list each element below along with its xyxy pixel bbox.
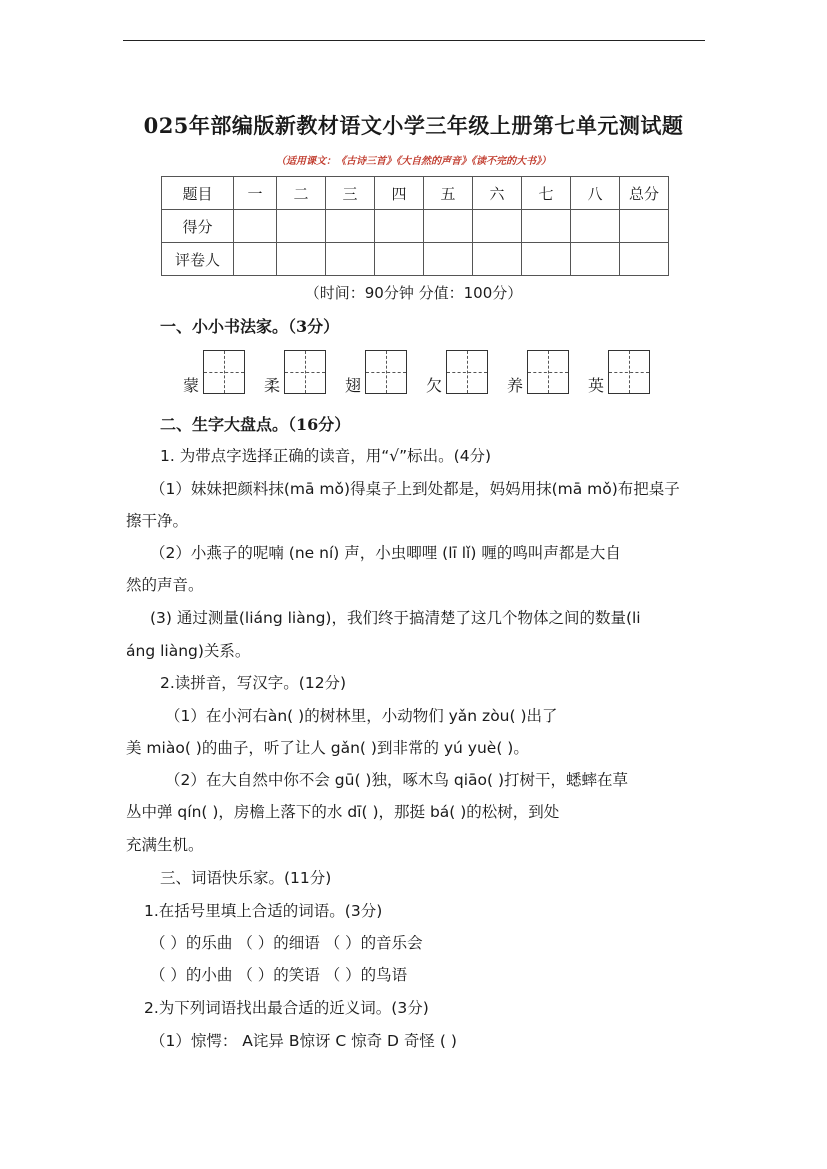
grader-cell[interactable] <box>375 243 424 276</box>
grader-cell[interactable] <box>326 243 375 276</box>
score-header-cell: 一 <box>234 177 277 210</box>
score-header-cell: 六 <box>473 177 522 210</box>
section1-heading: 一、小小书法家。（3分） <box>160 317 340 336</box>
subtitle: （适用课文：《古诗三首》《大自然的声音》《读不完的大书》） <box>276 156 551 167</box>
grader-row <box>162 243 669 276</box>
score-header-cell: 二 <box>277 177 326 210</box>
score-cell[interactable] <box>234 210 277 243</box>
question-line: 美 miào( )的曲子，听了让人 gǎn( )到非常的 yú yuè( )。 <box>126 739 529 757</box>
time-info: （时间：90分钟 分值：100分） <box>304 284 523 302</box>
score-cell[interactable] <box>375 210 424 243</box>
score-header-cell: 总分 <box>620 177 669 210</box>
score-cell[interactable] <box>277 210 326 243</box>
score-cell[interactable] <box>473 210 522 243</box>
writing-grid-box[interactable] <box>203 350 245 394</box>
score-header-cell: 四 <box>375 177 424 210</box>
score-header-cell: 七 <box>522 177 571 210</box>
question-line: 2.为下列词语找出最合适的近义词。(3分) <box>144 999 429 1017</box>
question-line: （2）小燕子的呢喃 (ne ní) 声，小虫唧哩 (lī lǐ) 喱的鸣叫声都是大自 <box>150 544 621 562</box>
score-header-cell: 三 <box>326 177 375 210</box>
score-row <box>162 210 669 243</box>
grader-cell[interactable] <box>277 243 326 276</box>
calligraphy-char: 养 <box>507 376 524 395</box>
calligraphy-char: 英 <box>588 376 605 395</box>
section2-heading: 二、生字大盘点。（16分） <box>160 415 351 434</box>
writing-grid-box[interactable] <box>284 350 326 394</box>
score-header-cell: 五 <box>424 177 473 210</box>
score-table-header-row <box>162 177 669 210</box>
question-line: 1.在括号里填上合适的词语。(3分) <box>144 902 383 920</box>
question-line: （1）惊愕： A诧异 B惊讶 C 惊奇 D 奇怪 ( ) <box>150 1032 457 1050</box>
question-line: 充满生机。 <box>126 836 204 854</box>
writing-grid-box[interactable] <box>365 350 407 394</box>
score-cell[interactable] <box>522 210 571 243</box>
page-title: 025年部编版新教材语文小学三年级上册第七单元测试题 <box>143 113 684 138</box>
score-header-cell: 题目 <box>162 177 234 210</box>
score-table <box>161 176 669 276</box>
score-cell[interactable] <box>424 210 473 243</box>
calligraphy-char: 翅 <box>345 376 362 395</box>
question-line: 2.读拼音，写汉字。(12分) <box>160 674 347 692</box>
score-cell[interactable] <box>620 210 669 243</box>
grader-cell[interactable] <box>424 243 473 276</box>
question-line: 丛中弹 qín( )，房檐上落下的水 dī( )，那挺 bá( )的松树，到处 <box>126 803 560 821</box>
question-line: (3) 通过测量(liáng liàng)，我们终于搞清楚了这几个物体之间的数量(li <box>150 609 641 627</box>
calligraphy-char: 蒙 <box>183 376 200 395</box>
question-line: 然的声音。 <box>126 576 204 594</box>
calligraphy-char: 欠 <box>426 376 443 395</box>
calligraphy-char: 柔 <box>264 376 281 395</box>
question-line: 1. 为带点字选择正确的读音，用“√”标出。(4分) <box>160 447 492 465</box>
grader-cell[interactable] <box>522 243 571 276</box>
grader-cell[interactable] <box>473 243 522 276</box>
grader-row-label: 评卷人 <box>162 243 234 276</box>
writing-grid-box[interactable] <box>446 350 488 394</box>
question-line: （ ）的乐曲 （ ）的细语 （ ）的音乐会 <box>150 934 423 952</box>
writing-grid-box[interactable] <box>608 350 650 394</box>
question-line: áng liàng)关系。 <box>126 642 251 660</box>
question-line: （2）在大自然中你不会 gū( )独，啄木鸟 qiāo( )打树干，蟋蟀在草 <box>165 771 629 789</box>
top-rule <box>123 40 705 41</box>
question-line: （1）在小河右àn( )的树林里，小动物们 yǎn zòu( )出了 <box>165 707 558 725</box>
score-header-cell: 八 <box>571 177 620 210</box>
question-line: （1）妹妹把颜料抹(mā mǒ)得桌子上到处都是，妈妈用抹(mā mǒ)布把桌子 <box>150 480 680 498</box>
grader-cell[interactable] <box>620 243 669 276</box>
section3-heading: 三、词语快乐家。(11分) <box>160 869 332 887</box>
question-line: 擦干净。 <box>126 512 189 530</box>
writing-grid-box[interactable] <box>527 350 569 394</box>
grader-cell[interactable] <box>571 243 620 276</box>
question-line: （ ）的小曲 （ ）的笑语 （ ）的鸟语 <box>150 966 408 984</box>
score-row-label: 得分 <box>162 210 234 243</box>
score-cell[interactable] <box>571 210 620 243</box>
grader-cell[interactable] <box>234 243 277 276</box>
score-cell[interactable] <box>326 210 375 243</box>
